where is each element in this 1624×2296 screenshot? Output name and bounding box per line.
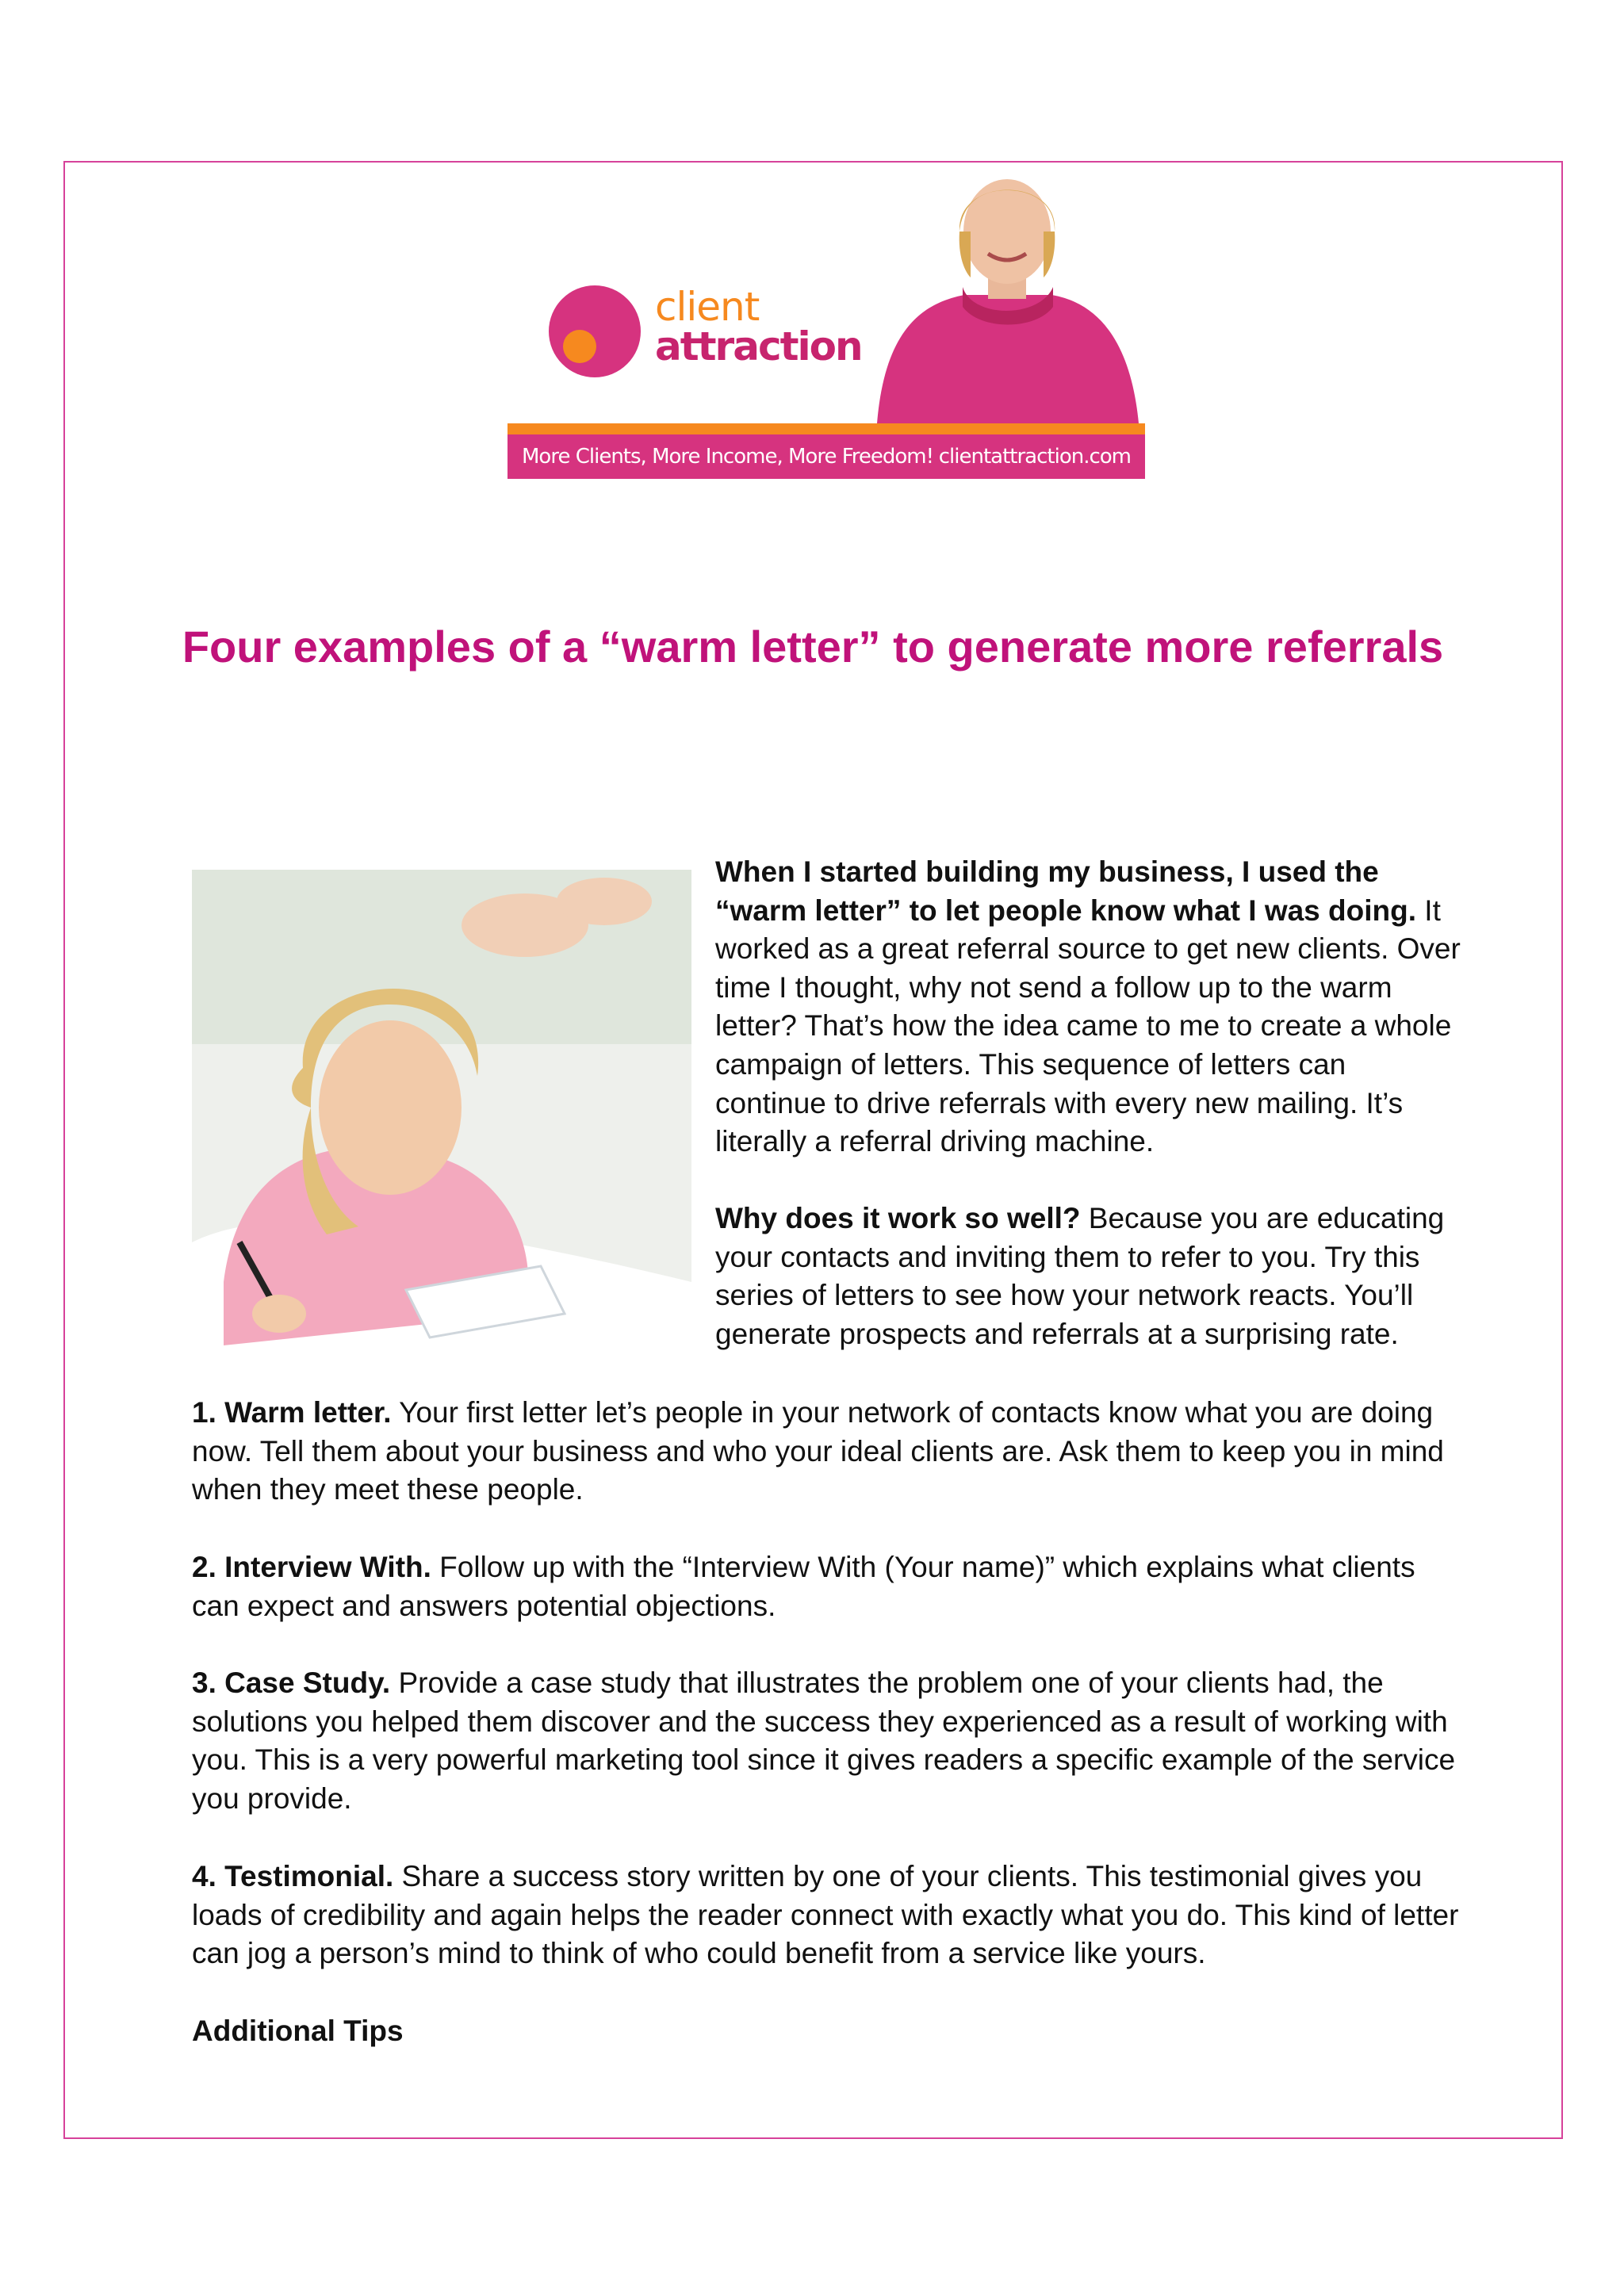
banner-tagline: More Clients, More Income, More Freedom!: [522, 445, 934, 469]
why-bold: Why does it work so well?: [715, 1202, 1081, 1234]
banner-tagline-bar: [508, 434, 1145, 479]
logo-word-client: client: [655, 284, 760, 330]
author-portrait: [869, 168, 1145, 423]
intro-text: It worked as a great referral source to get new clients. Over time I thought, why not send a follow up to the warm letter? That’s how the idea came to me to create a whole campaign of letters. This sequence of letters can continue to drive referrals with every new mailing. It’s literally a referral driving machine.: [715, 894, 1461, 1158]
banner-site: clientattraction.com: [938, 445, 1131, 469]
logo-word-attraction: attraction: [655, 323, 862, 369]
banner-orange-stripe: [508, 423, 1145, 434]
item-text: Your first letter let’s people in your network of contacts know what you are doing now. Tell them about your business and who your ideal clients are. Ask them to keep you in mind when they meet these people.: [192, 1396, 1444, 1506]
item-heading: 1. Warm letter.: [192, 1396, 392, 1429]
page-title: Four examples of a “warm letter” to generate more referrals: [182, 622, 1444, 672]
woman-writing-photo: [192, 870, 691, 1380]
why-paragraph: [715, 1200, 1461, 1353]
additional-tips-heading: Additional Tips: [192, 2015, 404, 2047]
item-heading: 3. Case Study.: [192, 1667, 391, 1699]
item-heading: 2. Interview With.: [192, 1551, 431, 1583]
header-banner: [508, 168, 1145, 479]
client-attraction-logo-icon: [549, 285, 641, 377]
item-text: Provide a case study that illustrates the problem one of your clients had, the solutions you helped them discover and the success they experienced as a result of working with you. This is a very powerful marketing tool since it gives readers a specific example of the service you provide.: [192, 1667, 1456, 1815]
list-item: [192, 1548, 1469, 1625]
item-text: Share a success story written by one of your clients. This testimonial gives you loads of credibility and again helps the reader connect with exactly what you do. This kind of letter can jog a person’s mind to think of who could benefit from a service like yours.: [192, 1860, 1459, 1970]
intro-paragraph: [715, 853, 1461, 1161]
list-item: [192, 1664, 1469, 1818]
intro-bold: When I started building my business, I used the “warm letter” to let people know what I was doing.: [715, 855, 1417, 927]
item-heading: 4. Testimonial.: [192, 1860, 394, 1892]
list-item: [192, 1394, 1469, 1510]
why-text: Because you are educating your contacts and inviting them to refer to you. Try this series of letters to see how your network reacts. You’ll generate prospects and referrals at a surprising rate.: [715, 1202, 1445, 1350]
list-item: [192, 1858, 1469, 1973]
item-text: Follow up with the “Interview With (Your name)” which explains what clients can expect and answers potential objections.: [192, 1551, 1415, 1622]
